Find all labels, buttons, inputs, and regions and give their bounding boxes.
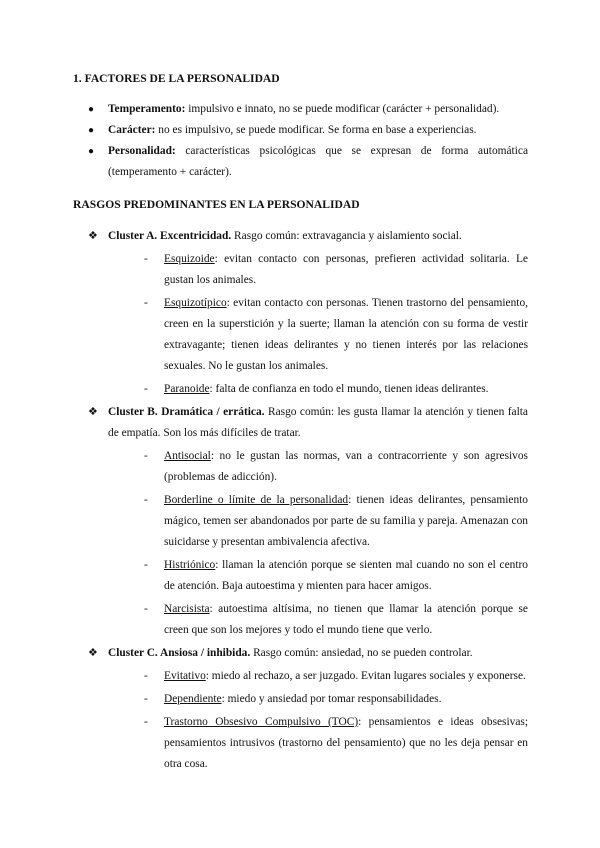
section-title-rasgos: RASGOS PREDOMINANTES EN LA PERSONALIDAD — [73, 198, 360, 211]
term: Trastorno Obsesivo Compulsivo (TOC) — [164, 716, 359, 728]
list-item — [144, 555, 528, 597]
list-item — [144, 490, 528, 553]
dash-bullet-icon: - — [144, 494, 148, 506]
list-item — [144, 689, 528, 710]
definition: : evitan contacto con personas, prefieren actividad solitaria. Le gustan los animales. — [164, 253, 528, 286]
dash-bullet-icon: - — [144, 559, 148, 571]
list-item — [144, 293, 528, 377]
dash-bullet-icon: - — [144, 383, 148, 395]
list-item — [88, 120, 528, 141]
definition: características psicológicas que se expresan de forma automática (temperamento + carácter). — [108, 145, 528, 178]
list-item — [88, 99, 528, 120]
list-item — [144, 712, 528, 775]
bullet-icon: ● — [88, 125, 95, 136]
list-item — [88, 141, 528, 183]
definition: : miedo y ansiedad por tomar responsabilidades. — [221, 693, 442, 705]
term: Narcisista — [164, 603, 210, 615]
dash-bullet-icon: - — [144, 670, 148, 682]
cluster-name: Cluster C. Ansiosa / inhibida. — [108, 647, 251, 659]
term: Esquizotípico — [164, 297, 227, 309]
list-item — [144, 666, 528, 687]
cluster-name: Cluster A. Excentricidad. — [108, 230, 232, 242]
definition: : pensamientos e ideas obsesivas; pensamientos intrusivos (trastorno del pensamiento) que no les deja pensar en otra cosa. — [164, 716, 528, 770]
cluster-a — [88, 226, 528, 400]
cluster-c-types — [108, 666, 528, 775]
definition: : autoestima altísima, no tienen que llamar la atención porque se creen que son los mejores y todo el mundo tiene que verlo. — [164, 603, 528, 636]
cluster-c — [88, 643, 528, 775]
term: Borderline o límite de la personalidad — [164, 494, 349, 506]
diamond-bullet-icon: ❖ — [88, 406, 98, 418]
cluster-desc: Rasgo común: ansiedad, no se pueden controlar. — [250, 647, 473, 659]
dash-bullet-icon: - — [144, 253, 148, 265]
cluster-b-types — [108, 446, 528, 641]
term: Evitativo — [164, 670, 206, 682]
dash-bullet-icon: - — [144, 297, 148, 309]
definition: : falta de confianza en todo el mundo, tienen ideas delirantes. — [209, 383, 489, 395]
clusters-list — [88, 226, 528, 777]
dash-bullet-icon: - — [144, 450, 148, 462]
term: Histriónico — [164, 559, 216, 571]
definition: : tienen ideas delirantes, pensamiento mágico, temen ser abandonados por parte de su familia y pareja. Amenazan con suicidarse y presentan ambivalencia afectiva. — [164, 494, 528, 548]
section-title-factores: 1. FACTORES DE LA PERSONALIDAD — [73, 72, 280, 85]
cluster-a-types — [108, 249, 528, 400]
term: Dependiente — [164, 693, 222, 705]
diamond-bullet-icon: ❖ — [88, 230, 98, 242]
term: Temperamento: — [108, 103, 186, 115]
term: Esquizoide — [164, 253, 215, 265]
definition: : miedo al rechazo, a ser juzgado. Evitan lugares sociales y exponerse. — [205, 670, 526, 682]
cluster-desc: Rasgo común: les gusta llamar la atención y tienen falta de empatía. Son los más difíciles de tratar. — [108, 406, 528, 439]
dash-bullet-icon: - — [144, 603, 148, 615]
definition: : no le gustan las normas, van a contracorriente y son agresivos (problemas de adicción). — [164, 450, 528, 483]
list-item — [144, 599, 528, 641]
definition: impulsivo e innato, no se puede modificar (carácter + personalidad). — [185, 103, 500, 115]
diamond-bullet-icon: ❖ — [88, 647, 98, 659]
list-item — [144, 446, 528, 488]
list-item — [144, 379, 528, 400]
cluster-b — [88, 402, 528, 641]
term: Carácter: — [108, 124, 156, 136]
term: Personalidad: — [108, 145, 176, 157]
cluster-name: Cluster B. Dramática / errática. — [108, 406, 265, 418]
factores-list — [88, 99, 528, 183]
definition: no es impulsivo, se puede modificar. Se forma en base a experiencias. — [155, 124, 477, 136]
list-item — [144, 249, 528, 291]
dash-bullet-icon: - — [144, 716, 148, 728]
definition: : llaman la atención porque se sienten mal cuando no son el centro de atención. Baja autoestima y mienten para hacer amigos. — [164, 559, 528, 592]
bullet-icon: ● — [88, 104, 95, 115]
term: Antisocial — [164, 450, 211, 462]
term: Paranoide — [164, 383, 210, 395]
bullet-icon: ● — [88, 146, 95, 157]
cluster-desc: Rasgo común: extravagancia y aislamiento social. — [231, 230, 462, 242]
dash-bullet-icon: - — [144, 693, 148, 705]
definition: : evitan contacto con personas. Tienen trastorno del pensamiento, creen en la superstición y la suerte; llaman la atención con su forma de vestir extravagante; tienen ideas delirantes y no tienen interés por las relaciones sexuales. No le gustan los animales. — [164, 297, 528, 372]
